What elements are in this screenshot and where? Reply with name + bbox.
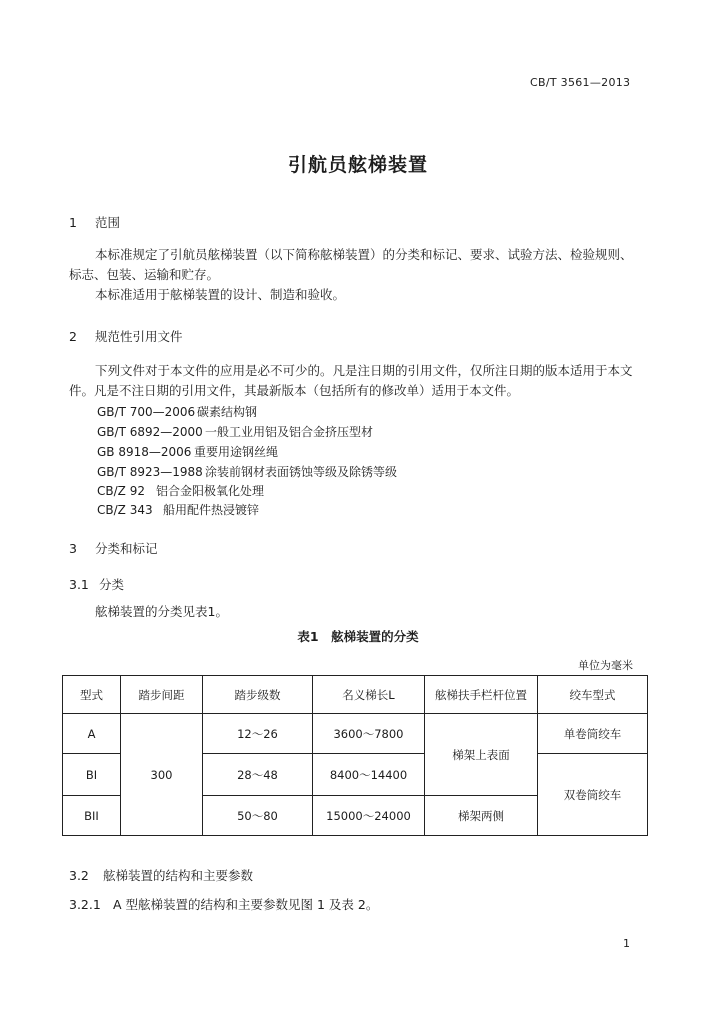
reference-code: CB/Z 92 <box>97 484 145 498</box>
reference-item <box>97 443 278 460</box>
table-unit: 单位为毫米 <box>578 659 633 672</box>
reference-title: 重要用途钢丝绳 <box>194 445 279 459</box>
table-row <box>63 714 648 754</box>
table-header-cell: 型式 <box>63 676 121 714</box>
reference-code: GB 8918—2006 <box>97 445 192 459</box>
reference-title: 涂装前钢材表面锈蚀等级及除锈等级 <box>205 465 398 479</box>
classification-table <box>62 675 648 836</box>
table-header-cell: 踏步间距 <box>121 676 203 714</box>
reference-title: 铝合金阳极氧化处理 <box>156 484 265 498</box>
normative-intro-line1: 下列文件对于本文件的应用是必不可少的。凡是注日期的引用文件，仅所注日期的版本适用于本文 <box>95 363 633 378</box>
reference-code: CB/Z 343 <box>97 503 153 517</box>
step-count-cell: 50～80 <box>203 796 313 836</box>
section-number: 3 <box>69 541 77 556</box>
ladder-length-cell: 15000～24000 <box>313 796 425 836</box>
type-cell: A <box>63 714 121 754</box>
reference-title: 船用配件热浸镀锌 <box>163 503 260 517</box>
reference-code: GB/T 700—2006 <box>97 405 196 419</box>
section-3-heading <box>69 539 158 557</box>
reference-code: GB/T 6892—2000 <box>97 425 203 439</box>
section-title: 分类 <box>99 577 125 592</box>
section-1-heading <box>69 213 120 231</box>
step-count-cell: 12～26 <box>203 714 313 754</box>
document-title: 引航员舷梯装置 <box>287 154 428 176</box>
type-cell: BII <box>63 796 121 836</box>
section-number: 2 <box>69 329 77 344</box>
section-2-heading <box>69 327 183 345</box>
scope-applicability: 本标准适用于舷梯装置的设计、制造和验收。 <box>95 287 346 302</box>
reference-item <box>97 482 264 499</box>
table-header-row <box>63 676 648 714</box>
section-title: 分类和标记 <box>95 541 158 556</box>
scope-paragraph-line2: 标志、包装、运输和贮存。 <box>69 267 220 282</box>
section-title: 舷梯装置的结构和主要参数 <box>103 868 254 883</box>
section-text: A 型舷梯装置的结构和主要参数见图 1 及表 2。 <box>113 897 379 912</box>
reference-item <box>97 501 259 518</box>
reference-code: GB/T 8923—1988 <box>97 465 203 479</box>
page-number: 1 <box>623 937 630 950</box>
table-caption: 表1 舷梯装置的分类 <box>297 629 419 644</box>
rail-position-cell: 梯架上表面 <box>425 714 538 796</box>
reference-item <box>97 403 257 420</box>
section-number: 3.2.1 <box>69 897 101 912</box>
reference-title: 碳素结构钢 <box>197 405 258 419</box>
type-cell: BI <box>63 754 121 796</box>
section-number: 3.2 <box>69 868 89 883</box>
table-header-cell: 名义梯长L <box>313 676 425 714</box>
classification-text: 舷梯装置的分类见表1。 <box>95 604 228 619</box>
section-title: 范围 <box>95 215 121 230</box>
section-3-2-heading <box>69 866 253 884</box>
section-3-1-heading <box>69 575 124 593</box>
normative-intro-line2: 件。凡是不注日期的引用文件，其最新版本（包括所有的修改单）适用于本文件。 <box>69 383 520 398</box>
table-header-cell: 舷梯扶手栏杆位置 <box>425 676 538 714</box>
step-count-cell: 28～48 <box>203 754 313 796</box>
winch-type-cell: 单卷筒绞车 <box>538 714 648 754</box>
reference-item <box>97 463 397 480</box>
reference-title: 一般工业用铝及铝合金挤压型材 <box>205 425 374 439</box>
section-number: 3.1 <box>69 577 89 592</box>
ladder-length-cell: 8400～14400 <box>313 754 425 796</box>
section-number: 1 <box>69 215 77 230</box>
ladder-length-cell: 3600～7800 <box>313 714 425 754</box>
reference-item <box>97 423 373 440</box>
standard-code: CB/T 3561—2013 <box>530 76 631 89</box>
scope-paragraph-line1: 本标准规定了引航员舷梯装置（以下简称舷梯装置）的分类和标记、要求、试验方法、检验规则、 <box>95 247 633 262</box>
rail-position-cell: 梯架两侧 <box>425 796 538 836</box>
section-title: 规范性引用文件 <box>95 329 183 344</box>
winch-type-cell: 双卷筒绞车 <box>538 754 648 836</box>
section-3-2-1-line <box>69 895 378 913</box>
step-spacing-cell: 300 <box>121 714 203 836</box>
table-header-cell: 绞车型式 <box>538 676 648 714</box>
table-header-cell: 踏步级数 <box>203 676 313 714</box>
